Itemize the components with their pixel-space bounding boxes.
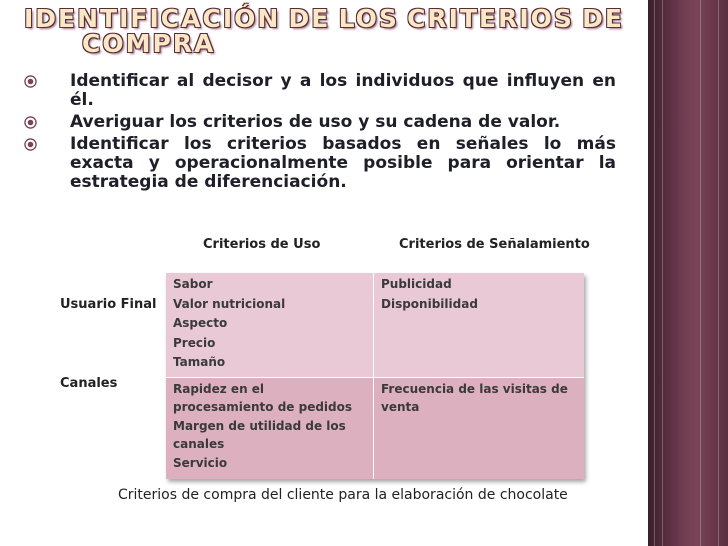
bullet-list <box>24 72 616 195</box>
list-item: Tamaño <box>173 355 226 369</box>
title-word: DE <box>288 4 331 33</box>
title-line-2: COMPRA <box>82 29 216 58</box>
title-word: CRITERIOS <box>407 4 574 33</box>
table-cell <box>373 273 584 377</box>
table-cell <box>373 377 584 479</box>
list-item: Valor nutricional <box>173 296 286 311</box>
list-item: Margen de utilidad de los canales <box>173 419 346 451</box>
target-bullet-icon <box>24 116 37 129</box>
decorative-side-band <box>648 0 728 546</box>
table-cell <box>166 273 373 377</box>
column-header-uso: Criterios de Uso <box>203 237 321 252</box>
bullet-text: Identificar al decisor y a los individuos que influyen en él. <box>70 71 616 110</box>
criteria-table <box>166 273 584 479</box>
target-bullet-icon <box>24 75 37 88</box>
table-cell <box>166 377 373 479</box>
table-caption: Criterios de compra del cliente para la elaboración de chocolate <box>118 487 568 503</box>
title-word: IDENTIFICACIÓN <box>24 4 281 33</box>
slide-title <box>24 6 624 56</box>
list-item: Aspecto <box>173 316 228 330</box>
column-header-senalamiento: Criterios de Señalamiento <box>399 237 590 252</box>
list-item: Disponibilidad <box>381 296 478 311</box>
list-item: Servicio <box>173 456 228 470</box>
list-item: Rapidez en el procesamiento de pedidos <box>173 382 353 414</box>
title-word: LOS <box>338 4 399 33</box>
bullet-item <box>24 135 616 192</box>
row-header-canales: Canales <box>60 376 118 391</box>
list-item: Sabor <box>173 277 213 291</box>
list-item: Frecuencia de las visitas de venta <box>381 382 568 414</box>
bullet-text: Averiguar los criterios de uso y su cadena de valor. <box>70 112 561 132</box>
title-word: DE <box>582 4 624 33</box>
bullet-item <box>24 113 616 132</box>
list-item: Publicidad <box>381 277 452 291</box>
list-item: Precio <box>173 335 216 350</box>
bullet-text: Identificar los criterios basados en señales lo más exacta y operacionalmente posible para orientar la estrategia de diferenciación. <box>70 134 616 192</box>
bullet-item <box>24 72 616 110</box>
target-bullet-icon <box>24 138 37 151</box>
row-header-usuario-final: Usuario Final <box>60 297 157 312</box>
